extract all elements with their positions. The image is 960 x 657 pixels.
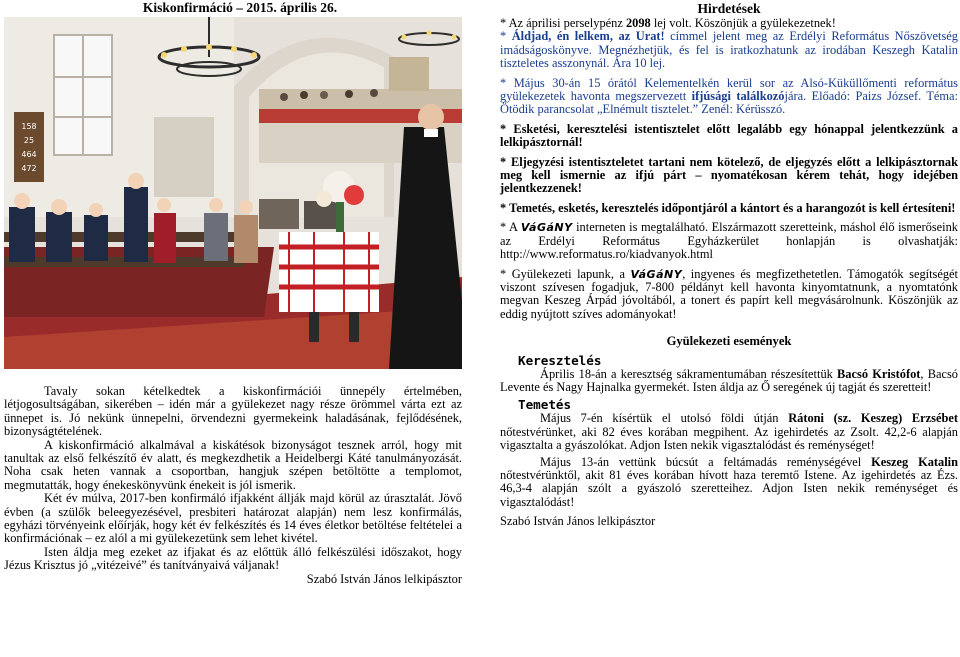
announcement-wedding-baptism: * Esketési, keresztelési istentisztelet előtt legalább egy hónappal jelentkezzünk a lelkipásztornál! [500,121,958,150]
text: nőtestvérünktől, akit 81 éves korában hívott haza teremtő Istene. Az igehirdetés az Ézs. 46,3-4 alapján szólt a gyászoló szeretteihez. Adjon Isten nekik reménységet és vigasztalódást! [500,467,958,509]
announcement-notify-cantor: * Temetés, esketés, keresztelés időpontjáról a kántort és a harangozót is kell értesíteni! [500,200,956,215]
events-signature: Szabó István János lelkipásztor [500,514,656,529]
article-body [4,385,462,586]
funeral-heading: Temetés [518,397,572,413]
text: , ingyenes és megfizethetetlen. Támogatók segítségét viszont szívesen fogadjuk, 7-800 példányt kell havonta kinyomtatnunk, a nyomtatónk megvan Keszeg Árpád jóvoltából, a tonert és papírt kell megvásárolnunk. Köszönjük az eddig nyújtott szíves adományokat! [500,266,958,321]
article-paragraph-4: Isten áldja meg ezeket az ifjakat és az előttük álló felkészülési időszakot, hogy Jézus Krisztus jó „vitézeivé” és tanítványaivá váljanak! [4,544,462,573]
article-signature: Szabó István János lelkipásztor [306,571,462,586]
church-photo-illustration [4,17,462,369]
text: * Gyülekezeti lapunk, a [500,266,631,281]
text: Május 13-án vettünk búcsút a feltámadás reménységével [540,454,872,469]
announcement-engagement: * Eljegyzési istentiszteletet tartani nem kötelező, de eljegyzés előtt a lelkipásztornak meg kell ismernie az ifjú párt – nyomatékosan kérem tehát, hogy idejében jelentkezzenek! [500,154,958,196]
baptized-name: Bacsó Kristófot [837,366,921,381]
funeral-paragraph-2 [500,456,958,510]
deceased-name-2: Keszeg Katalin [871,454,959,469]
announcement-offering [500,17,958,30]
text: * Az áprilisi perselypénz [500,16,626,30]
events-title: Gyülekezeti események [666,334,792,349]
text: Május 7-én kísértük el utolsó földi útján [540,411,789,426]
article-paragraph-3: Két év múlva, 2017-ben konfirmáló ifjakként állják majd körül az úrasztalát. Jövő évben (a szülők beleegyezésével, presbiteri határozat alapján) nem lesz konfirmálás, egyházi törvényeink előírják, hogy két év felkészítés és 14 éves életkor betöltése feltételei a konfirmációnak – ez alól a mi gyülekezetünk sem lehet kivétel. [4,491,462,546]
text: , Bacsó Levente és Nagy Hajnalka gyermekét. Isten áldja az Ő seregének új tagját és szeretteit! [500,366,958,394]
hymn-number-2: 25 [23,136,35,145]
article-paragraph-2: A kiskonfirmáció alkalmával a kiskátésok bizonyságot tesznek arról, hogy mit tanultak az első felkészítő év alatt, és megkezdhetik a Heidelbergi Káté tanulmányozását. Noha csak heten vannak a csoportban, hangjuk szépen betöltötte a templomot, megmutatták, hogy énekeskönyvünk énekeit is jól ismerik. [4,437,462,492]
text: * Május 30-án 15 órától Kelementelkén kerül sor az Alsó-Küküllőmenti református gyülekezetek havonta megszervezett [500,75,958,104]
baptism-paragraph [500,368,958,395]
text: címmel jelent meg az Erdélyi Református Nőszövetség imádságoskönyve. Megnézhetjük, és fel is iratkozhatunk az irodában Keszegh Katalin tiszteletes asszonynál. Ára 10 lej. [500,29,958,71]
deceased-name-1: Rátoni (sz. Keszeg) Erzsébet [788,411,958,426]
article-paragraph-1: Tavaly sokan kételkedtek a kiskonfirmációi ünnepély értelmében, létjogosultságában, sikerében – idén már a gyülekezet nagy része örömmel várta ezt az ünnepet is. Jó nekünk ünnepelni, örvendezni gyermekeink haladásának, fejlődésének, bizonyságtételének. [4,384,462,439]
prayerbook-title: Áldjad, én lelkem, az Urat! [511,29,665,44]
announcement-online [500,221,958,261]
left-column [4,0,462,657]
announcement-youth-meeting [500,77,958,117]
funeral-paragraph-1 [500,412,958,452]
baptism-heading: Keresztelés [518,352,602,368]
hymn-number-1: 158 [21,122,37,131]
text: lej volt. Köszönjük a gyülekezetnek! [650,16,836,30]
text: interneten is megtalálható. Elszármazott szeretteink, máshol élő ismerőseink az Erdélyi Református Egyházkerület honlapján is olvashatják: http://www.reformatus.ro/kiadvanyok.html [500,220,958,262]
youth-meeting-label: ifjúsági találkozó [691,89,785,104]
hymn-number-4: 472 [21,164,37,173]
article-title: Kiskonfirmáció – 2015. április 26. [142,0,338,15]
text: Április 18-án a keresztség sákramentumában részesítettük [540,366,838,381]
announcement-donations [500,268,958,322]
hymn-number-3: 464 [21,150,37,159]
right-column [500,0,958,657]
text: * A [500,220,521,235]
text: nőtestvérünket, aki 82 éves korában megpihent. Az igehirdetés az Zsolt. 42,2-6 alapján vigasztalta a gyászolókat. Adjon Isten nekik vigasztalódást és reménységet! [500,424,958,453]
church-photo [4,17,462,369]
announcement-prayerbook [500,30,958,70]
vagany-logo-text: VáGáNY [630,267,683,281]
text: jára. Előadó: Paizs József. Téma: Ötödik parancsolat „Elnémult tisztelet.” Zenél: Kérüsszó. [500,89,958,117]
offering-amount: 2098 [625,16,651,30]
text: * [500,29,512,44]
vagany-logo-text: VáGáNY [520,221,573,235]
announcements-title: Hirdetések [697,1,761,16]
